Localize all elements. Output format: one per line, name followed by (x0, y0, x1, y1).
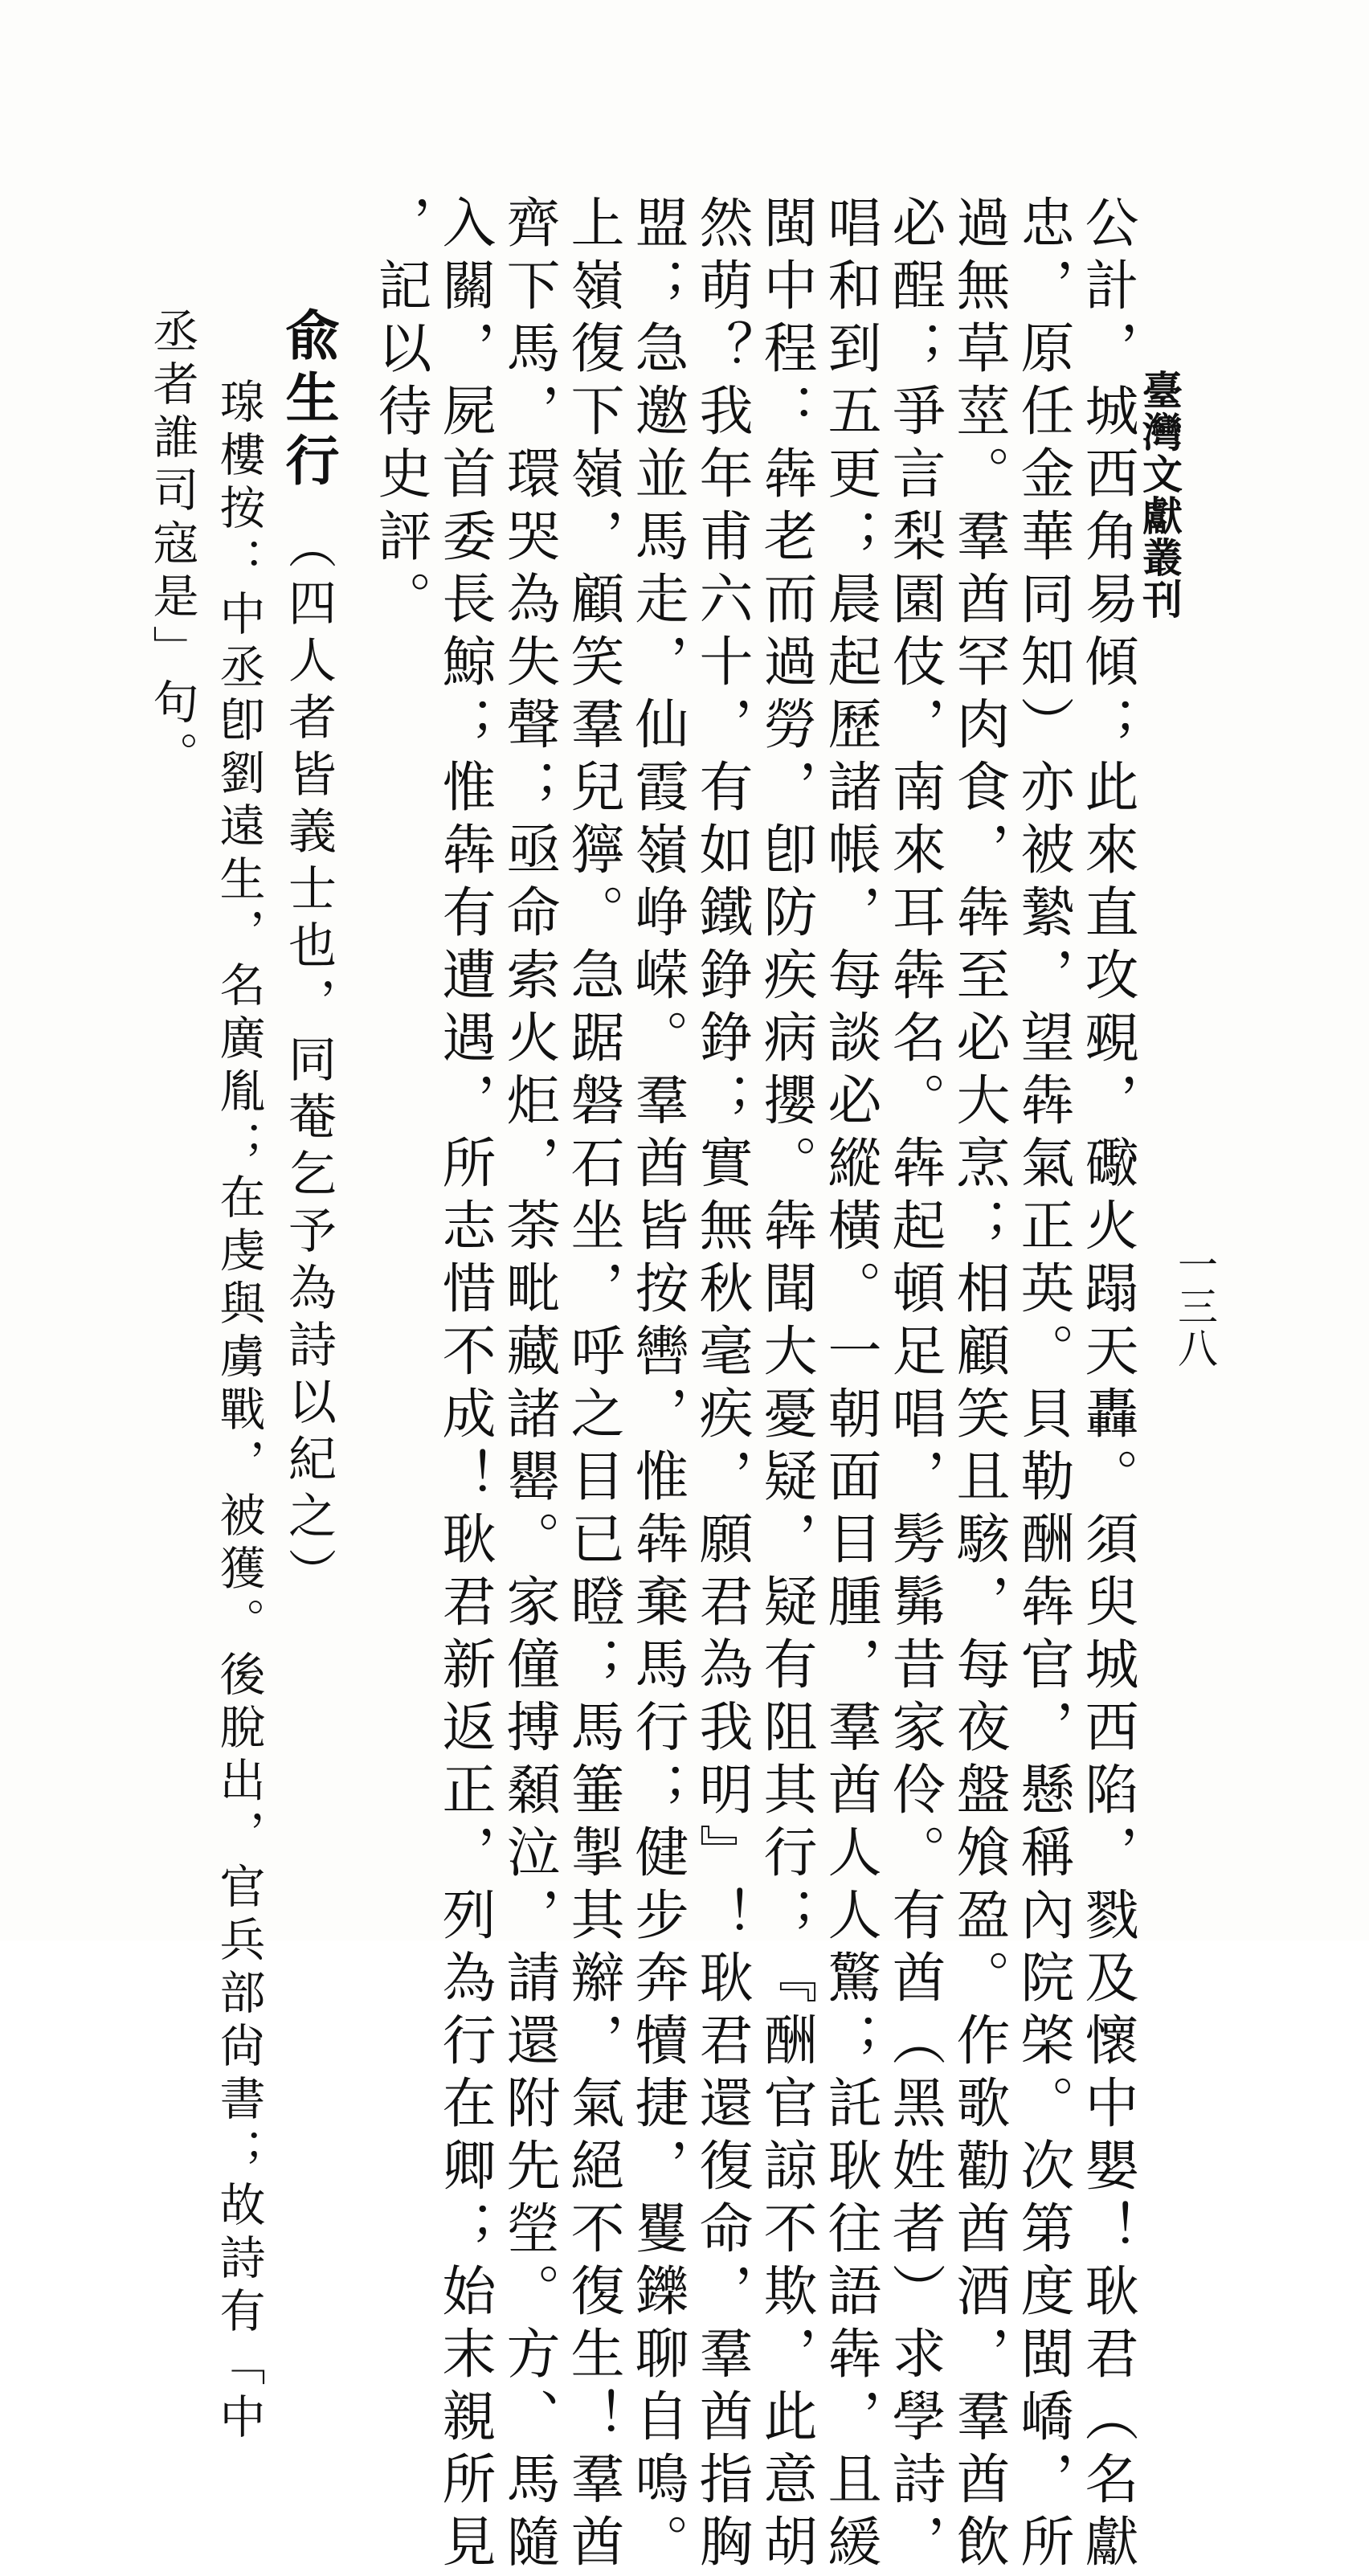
poem-column: 過無草莖。羣酋罕肉食，犇至必大烹；相顧笑且駭，每夜盤飧盈。作歌勸酋酒，羣酋飲 (948, 194, 1011, 2576)
poem-column: ，記以待史評。 (370, 194, 432, 633)
poem-column: 必酲；爭言梨園伎，南來耳犇名。犇起頓足唱，髣髴昔家伶。有酋（黑姓者）求學詩， (884, 194, 946, 2576)
page-number: 一三八 (1171, 1244, 1218, 1369)
poem-column: 然萌？我年甫六十，有如鐵錚錚；實無秋毫疾，願君為我明』！耿君還復命，羣酋指胸 (691, 194, 754, 2576)
poem-column: 忠，原任金華同知）亦被縶，望犇氣正英。貝勒酬犇官，懸稱內院棨。次第度閩嶠，所 (1012, 194, 1075, 2576)
running-head: 臺灣文獻叢刊 (1136, 370, 1183, 620)
poem-heading (277, 307, 341, 1605)
poem-column: 盟；急邀並馬走，仙霞嶺峥嵘。羣酋皆按轡，惟犇棄馬行；健步奔犢捷，矍鑠聊自鳴。 (627, 194, 689, 2576)
poem-title-note: （四人者皆義士也，同菴乞予為詩以紀之） (280, 521, 337, 1605)
poem-column: 上嶺復下嶺，顧笑羣兒獰。急踞磐石坐，呼之目已瞪；馬箠掣其辮，氣絕不復生！羣酋 (562, 194, 625, 2576)
poem-column: 閩中程：犇老而過勞，卽防疾病攖。犇聞大憂疑，疑有阻其行；『酬官諒不欺，此意胡 (755, 194, 818, 2576)
annotation-column: 丞者誰司寇是」句。 (145, 307, 198, 784)
poem-column: 唱和到五更；晨起歷諸帳，每談必縱橫。一朝面目腫，羣酋人人驚；託耿往語犇，且緩 (819, 194, 882, 2576)
poem-title: 兪生行 (277, 307, 341, 495)
annotation-column: 瑔樓按：中丞卽劉遠生，名廣胤；在虔與虜戰，被獲。後脫出，官兵部尙書；故詩有「中 (212, 378, 265, 2446)
poem-column: 入關，屍首委長鯨；惟犇有遭遇，所志惜不成！耿君新返正，列為行在卿；始末親所見 (434, 194, 497, 2576)
poem-column: 公計，城西角易傾；此來直攻覡，礮火蹋天轟。須臾城西陷，戮及懷中嬰！耿君（名獻 (1077, 194, 1139, 2576)
poem-column: 齊下馬，環哭為失聲；亟命索火炬，荼毗藏諸罌。家僮搏顙泣，請還附先塋。方、馬隨 (498, 194, 561, 2576)
